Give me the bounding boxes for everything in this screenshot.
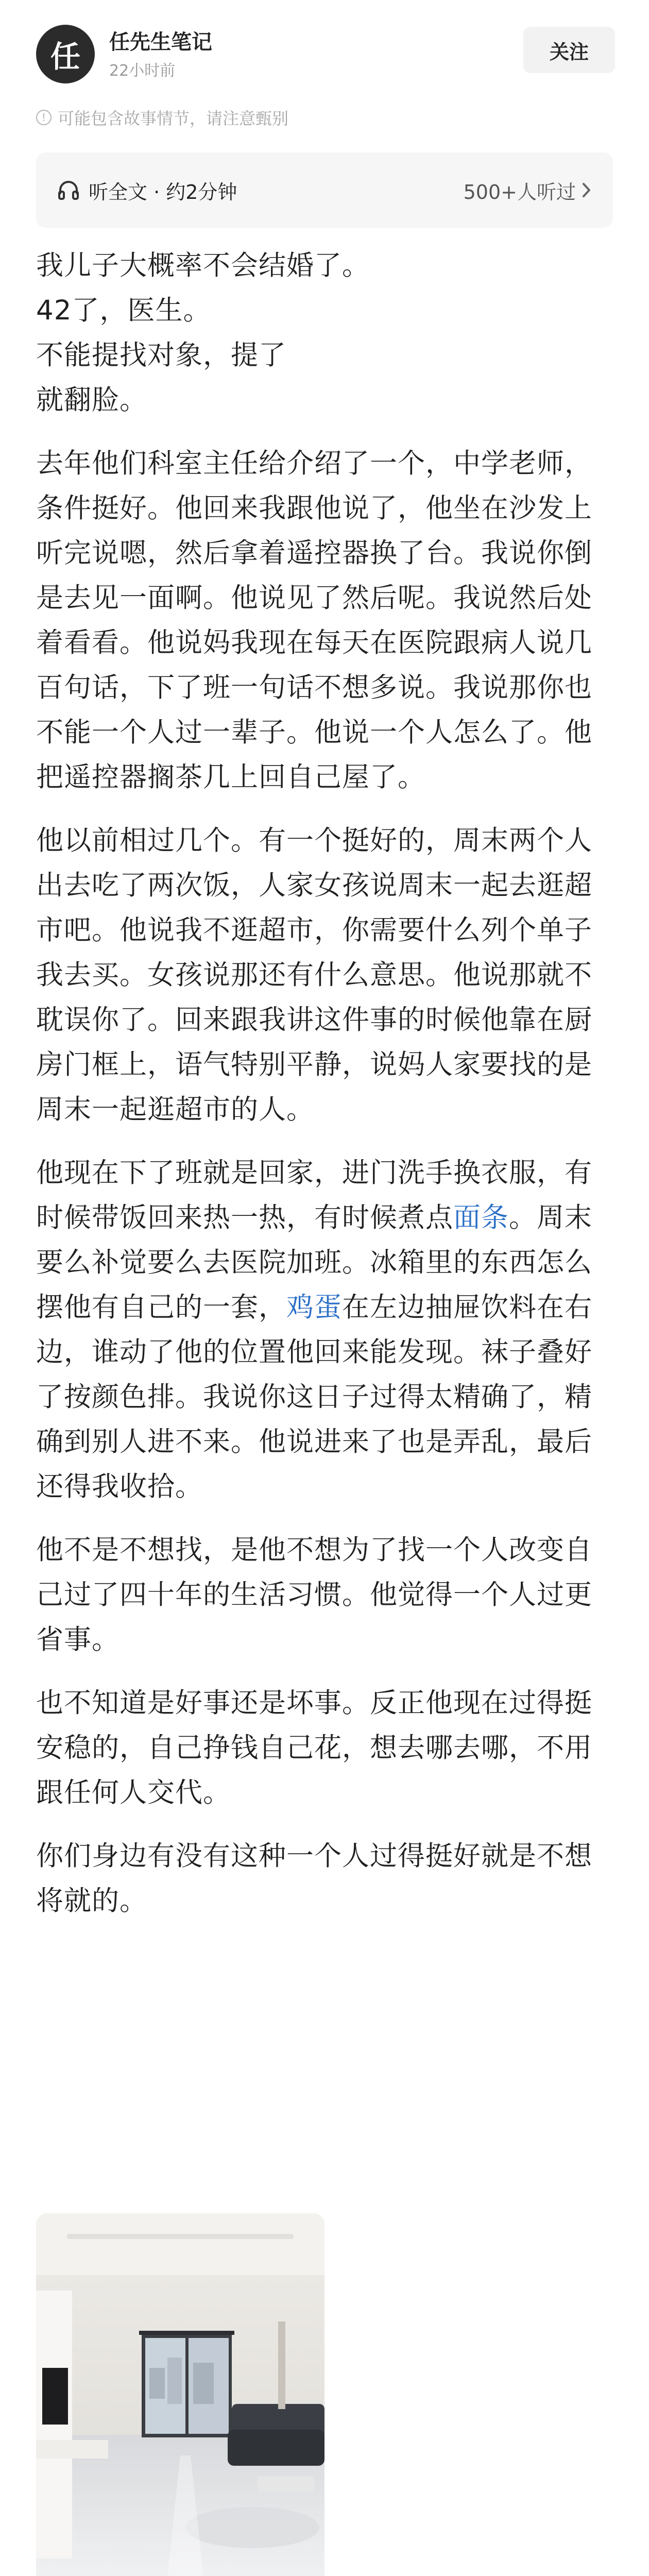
paragraph-4-text: 在左边抽屉饮料在右边，谁动了他的位置他回来能发现。袜子叠好了按颜色排。我说你这日子过得太精确了，精确到别人进不来。他说进来了也是弄乱，最后还得我收拾。	[36, 1292, 592, 1502]
paragraph-1-line: 不能提找对象，提了	[36, 340, 286, 371]
paragraph-1-line: 42了，医生。	[36, 295, 211, 326]
info-icon: !	[36, 110, 52, 125]
headphone-icon	[58, 180, 79, 200]
paragraph-2: 去年他们科室主任给介绍了一个，中学老师，条件挺好。他回来我跟他说了，他坐在沙发上听完说嗯，然后拿着遥控器换了台。我说你倒是去见一面啊。他说见了然后呢。我说然后处着看看。他说妈我现在每天在医院跟病人说几百句话，下了班一句话不想多说。我说那你也不能一个人过一辈子。他说一个人怎么了。他把遥控器搁茶几上回自己屋了。	[36, 448, 592, 793]
follow-button[interactable]: 关注	[523, 27, 615, 73]
paragraph-4-text: 。周末要么补觉要么去医院加班。冰箱里的东西怎么摆他有自己的一套，	[36, 1202, 592, 1323]
keyword-link-eggs[interactable]: 鸡蛋	[286, 1292, 342, 1323]
post-image-living-room[interactable]	[36, 2213, 324, 2576]
keyword-link-noodles[interactable]: 面条	[453, 1202, 509, 1233]
paragraph-7: 你们身边有没有这种一个人过得挺好就是不想将就的。	[36, 1840, 592, 1917]
living-room-photo	[36, 2213, 324, 2576]
paragraph-5: 他不是不想找，是他不想为了找一个人改变自己过了四十年的生活习惯。他觉得一个人过更省事。	[36, 1534, 592, 1655]
paragraph-6: 也不知道是好事还是坏事。反正他现在过得挺安稳的，自己挣钱自己花，想去哪去哪，不用跟任何人交代。	[36, 1687, 592, 1808]
audio-label-group	[58, 152, 237, 228]
notice-text: 可能包含故事情节，请注意甄别	[58, 109, 289, 128]
paragraph-1-line: 就翻脸。	[36, 384, 147, 416]
audio-listeners-group	[464, 152, 592, 228]
post-header	[0, 0, 649, 103]
listener-count: 500+人听过	[463, 180, 576, 204]
paragraph-4	[36, 1150, 613, 1509]
author-avatar[interactable]: 任	[36, 25, 95, 83]
paragraph-4-text: 他现在下了班就是回家，进门洗手换衣服，有时候带饭回来热一热，有时候煮点	[36, 1157, 592, 1233]
audio-label: 听全文 · 约2分钟	[89, 180, 237, 204]
paragraph-1	[36, 243, 613, 422]
author-name[interactable]: 任先生笔记	[109, 30, 212, 54]
content-notice	[36, 103, 288, 132]
paragraph-3: 他以前相过几个。有一个挺好的，周末两个人出去吃了两次饭，人家女孩说周末一起去逛超市吧。他说我不逛超市，你需要什么列个单子我去买。女孩说那还有什么意思。他说那就不耽误你了。回来跟我讲这件事的时候他靠在厨房门框上，语气特别平静，说妈人家要找的是周末一起逛超市的人。	[36, 825, 592, 1125]
chevron-right-icon	[581, 181, 592, 199]
article-body	[36, 243, 613, 1942]
listen-full-text-bar[interactable]	[36, 152, 613, 228]
post-time: 22小时前	[109, 62, 176, 80]
paragraph-1-line: 我儿子大概率不会结婚了。	[36, 250, 370, 281]
